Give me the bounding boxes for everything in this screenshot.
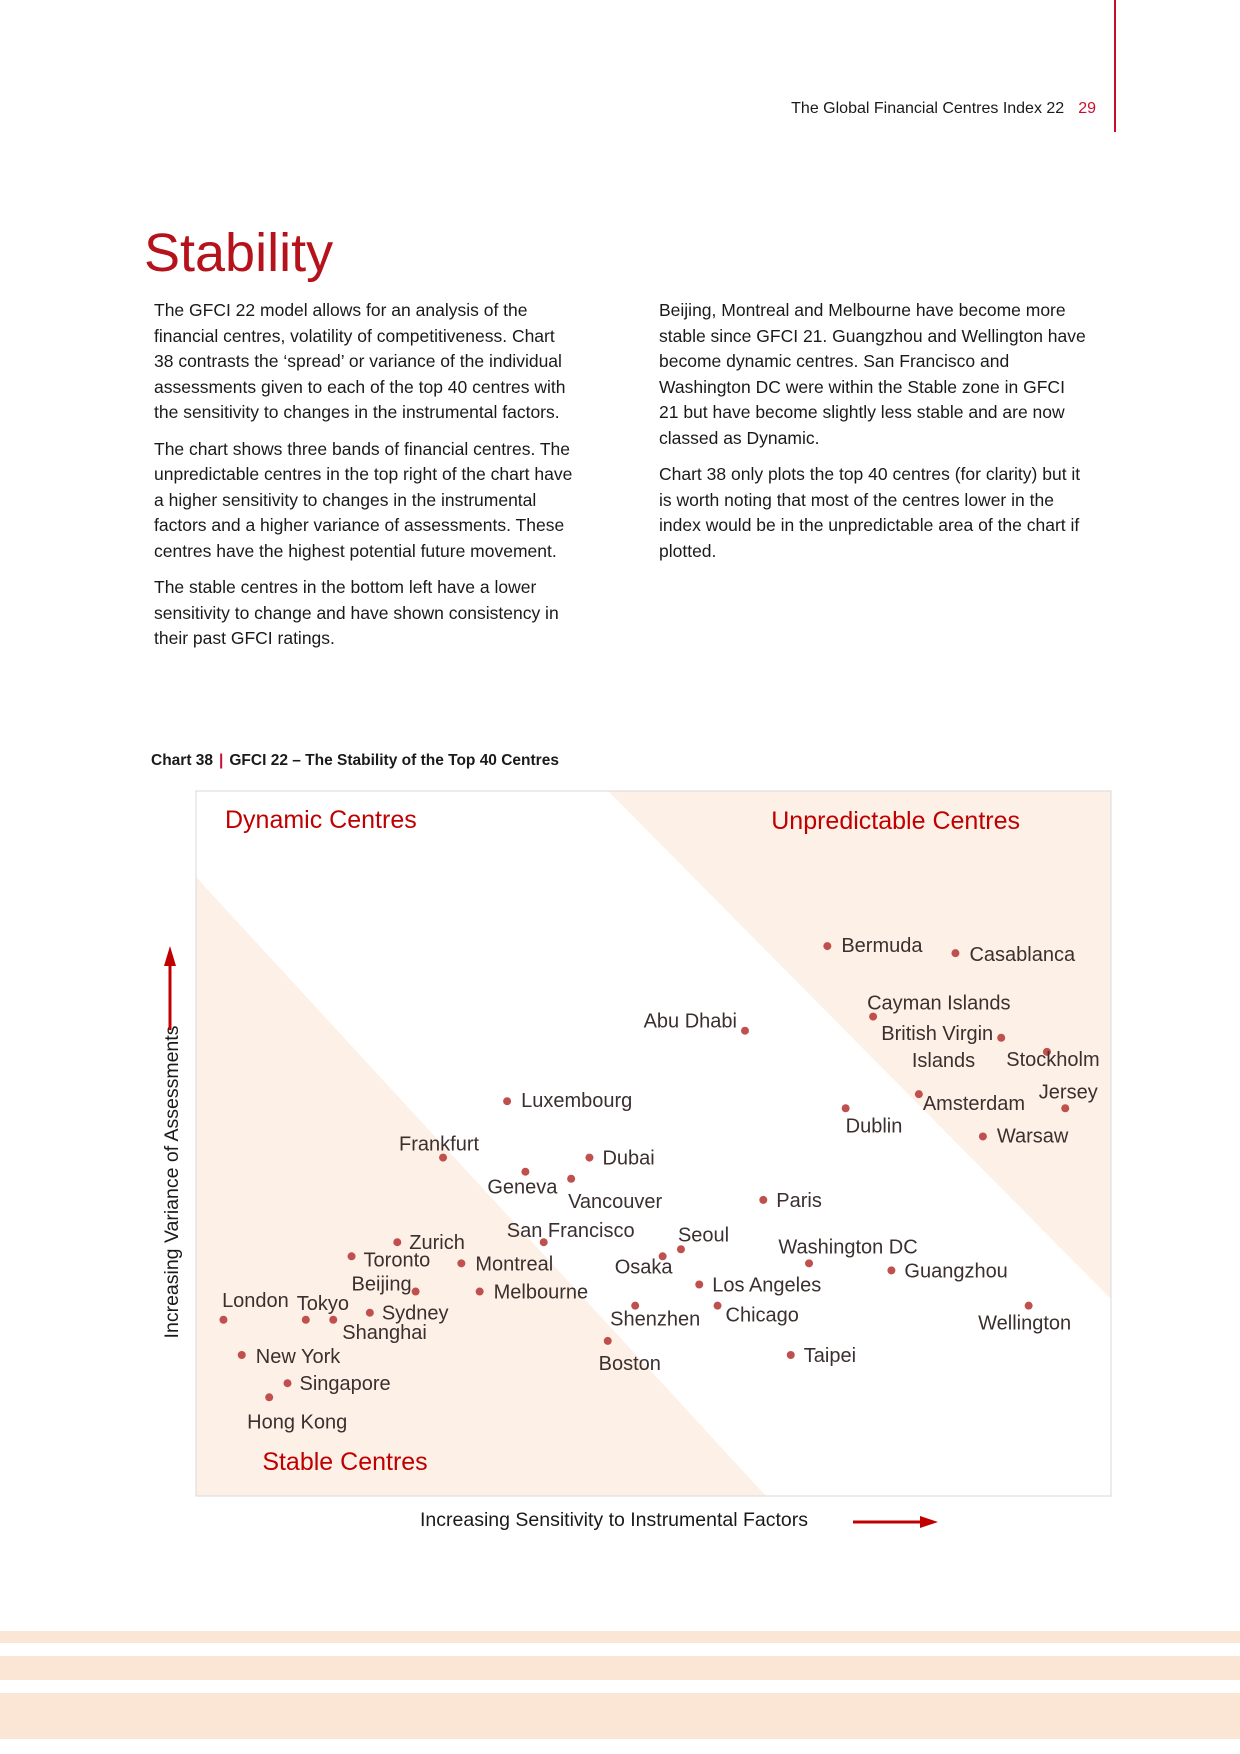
point-dubai — [585, 1154, 593, 1162]
label-vancouver: Vancouver — [568, 1190, 663, 1213]
point-tokyo — [302, 1316, 310, 1324]
point-luxembourg — [503, 1097, 511, 1105]
point-jersey — [1061, 1104, 1069, 1112]
y-axis-arrow — [164, 946, 176, 1030]
label-washington-dc: Washington DC — [778, 1236, 918, 1259]
y-axis-label: Increasing Variance of Assessments — [161, 1025, 183, 1339]
label-dubai: Dubai — [602, 1147, 655, 1170]
point-dublin — [842, 1104, 850, 1112]
label-abu-dhabi: Abu Dhabi — [643, 1010, 737, 1033]
paragraph: The stable centres in the bottom left have a lower sensitivity to change and have shown consistency in their past GFCI ratings. — [154, 577, 559, 648]
label-shanghai: Shanghai — [342, 1321, 427, 1344]
label-shenzhen: Shenzhen — [610, 1308, 701, 1331]
label-chicago: Chicago — [725, 1304, 799, 1327]
point-seoul — [677, 1245, 685, 1253]
point-amsterdam — [915, 1090, 923, 1098]
label-warsaw: Warsaw — [996, 1125, 1069, 1148]
x-axis-label: Increasing Sensitivity to Instrumental Factors — [420, 1509, 808, 1531]
paragraph: The chart shows three bands of financial centres. The unpredictable centres in the top right of the chart have a higher sensitivity to changes in the instrumental factors and a higher variance of assessments. These centres have the highest potential future movement. — [154, 438, 573, 561]
point-geneva — [521, 1168, 529, 1176]
footer-stripe — [0, 1631, 1240, 1643]
running-title: The Global Financial Centres Index 22 — [791, 100, 1065, 117]
label-melbourne: Melbourne — [493, 1281, 589, 1304]
point-toronto — [348, 1252, 356, 1260]
point-los-angeles — [695, 1281, 703, 1289]
point-chicago — [714, 1302, 722, 1310]
label-hong-kong: Hong Kong — [247, 1411, 348, 1434]
point-shanghai — [329, 1316, 337, 1324]
label-taipei: Taipei — [803, 1345, 857, 1367]
point-abu-dhabi — [741, 1027, 749, 1035]
point-singapore — [284, 1379, 292, 1387]
point-bermuda — [823, 942, 831, 950]
point-vancouver — [567, 1175, 575, 1183]
footer-stripe — [0, 1656, 1240, 1680]
zone-label-stable-centres: Stable Centres — [262, 1448, 428, 1476]
point-warsaw — [979, 1132, 987, 1140]
chart-caption-text: GFCI 22 – The Stability of the Top 40 Centres — [229, 752, 559, 769]
paragraph: Beijing, Montreal and Melbourne have become more stable since GFCI 21. Guangzhou and Wellington have become dynamic centres. San Francisco and Washington DC were within the Stable zone in GFCI 21 but have become slightly less stable and are now classed as Dynamic. — [659, 300, 1086, 448]
page-number: 29 — [1078, 100, 1096, 117]
label-stockholm: Stockholm — [1006, 1048, 1100, 1071]
footer-stripe — [0, 1693, 1240, 1739]
x-axis-arrow — [853, 1516, 938, 1528]
label-osaka: Osaka — [614, 1256, 673, 1279]
label-luxembourg: Luxembourg — [521, 1090, 633, 1113]
point-sydney — [366, 1309, 374, 1317]
zone-label-unpredictable-centres: Unpredictable Centres — [771, 807, 1020, 835]
label-cayman-islands: Cayman Islands — [867, 992, 1011, 1015]
label-amsterdam: Amsterdam — [922, 1093, 1026, 1116]
label-geneva: Geneva — [487, 1176, 558, 1199]
paragraph: The GFCI 22 model allows for an analysis of the financial centres, volatility of competitiveness. Chart 38 contrasts the ‘spread’ or variance of the individual assessments given to each of the top 40 centres with the sensitivity to changes in the instrumental factors. — [154, 300, 566, 422]
point-guangzhou — [887, 1266, 895, 1274]
point-paris — [759, 1196, 767, 1204]
label-british-virgin-islands: British Virgin Islands — [881, 1022, 994, 1072]
label-paris: Paris — [776, 1189, 822, 1212]
point-beijing — [412, 1288, 420, 1296]
label-singapore: Singapore — [299, 1373, 391, 1396]
point-wellington — [1025, 1302, 1033, 1310]
point-hong-kong — [265, 1393, 273, 1401]
label-bermuda: Bermuda — [841, 935, 923, 958]
section-title: Stability — [144, 223, 334, 283]
label-sydney: Sydney — [381, 1302, 449, 1325]
label-toronto: Toronto — [363, 1249, 431, 1272]
label-casablanca: Casablanca — [969, 944, 1076, 967]
point-montreal — [457, 1259, 465, 1267]
label-seoul: Seoul — [677, 1224, 730, 1247]
paragraph: Chart 38 only plots the top 40 centres (for clarity) but it is worth noting that most of the centres lower in the index would be in the unpredictable area of the chart if plotted. — [659, 464, 1081, 561]
point-washington-dc — [805, 1259, 813, 1267]
point-taipei — [787, 1351, 795, 1359]
point-zurich — [393, 1238, 401, 1246]
label-guangzhou: Guangzhou — [904, 1260, 1008, 1283]
label-dublin: Dublin — [845, 1115, 903, 1138]
x-arrow-head — [920, 1516, 938, 1528]
chart-number: Chart 38 — [151, 752, 214, 769]
label-montreal: Montreal — [475, 1253, 554, 1276]
point-boston — [604, 1337, 612, 1345]
label-tokyo: Tokyo — [296, 1292, 350, 1315]
label-los-angeles: Los Angeles — [712, 1274, 822, 1297]
label-boston: Boston — [598, 1352, 661, 1375]
point-british-virgin-islands — [997, 1034, 1005, 1042]
label-frankfurt: Frankfurt — [399, 1133, 480, 1156]
y-arrow-head — [164, 946, 176, 966]
label-san-francisco: San Francisco — [506, 1220, 635, 1243]
point-casablanca — [951, 949, 959, 957]
label-zurich: Zurich — [409, 1232, 465, 1255]
label-london: London — [222, 1289, 289, 1312]
point-new-york — [238, 1351, 246, 1359]
label-new-york: New York — [255, 1346, 341, 1368]
zone-label-dynamic-centres: Dynamic Centres — [225, 806, 417, 834]
label-wellington: Wellington — [978, 1312, 1072, 1335]
label-jersey: Jersey — [1038, 1081, 1098, 1104]
point-melbourne — [476, 1288, 484, 1296]
label-beijing: Beijing — [351, 1273, 412, 1296]
caption-separator: | — [219, 752, 224, 769]
point-london — [219, 1316, 227, 1324]
